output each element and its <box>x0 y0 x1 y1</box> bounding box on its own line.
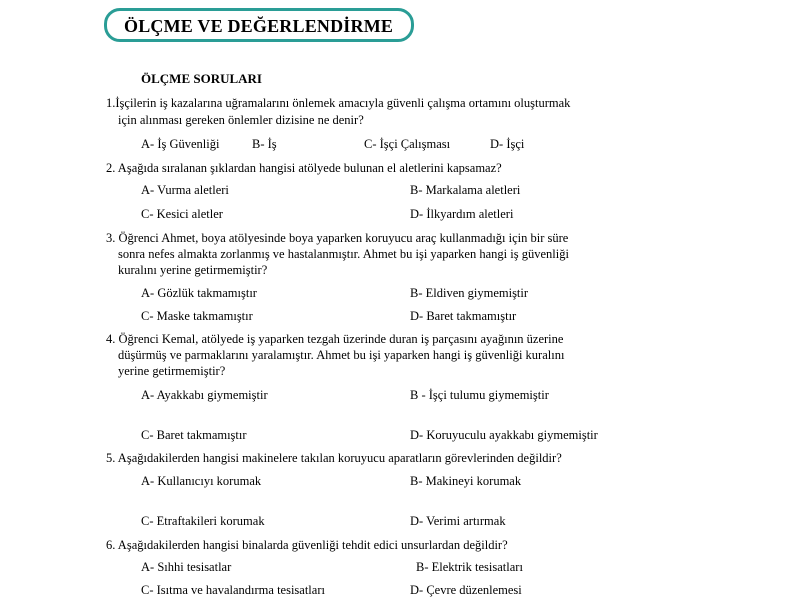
question-2-option-c[interactable]: C- Kesici aletler <box>141 207 223 221</box>
question-6-option-b[interactable]: B- Elektrik tesisatları <box>416 560 523 574</box>
question-3-option-d[interactable]: D- Baret takmamıştır <box>410 309 517 323</box>
question-5-option-d[interactable]: D- Verimi artırmak <box>410 514 506 528</box>
question-5-line-1: 5. Aşağıdakilerden hangisi makinelere takılan koruyucu aparatların görevlerinden değildir? <box>106 451 562 465</box>
question-1-option-c[interactable]: C- İşçi Çalışması <box>364 137 451 151</box>
question-5-option-a[interactable]: A- Kullanıcıyı korumak <box>141 474 262 488</box>
question-3-option-b[interactable]: B- Eldiven giymemiştir <box>410 286 529 300</box>
question-3-option-c[interactable]: C- Maske takmamıştır <box>141 309 253 323</box>
question-4-line-3: yerine getirmemiştir? <box>118 364 226 378</box>
question-1-option-b[interactable]: B- İş <box>252 137 277 151</box>
question-4-option-c[interactable]: C- Baret takmamıştır <box>141 428 247 442</box>
question-2-line-1: 2. Aşağıda sıralanan şıklardan hangisi atölyede bulunan el aletlerini kapsamaz? <box>106 161 502 175</box>
question-3-option-a[interactable]: A- Gözlük takmamıştır <box>141 286 257 300</box>
question-3-line-2: sonra nefes almakta zorlanmış ve hastalanmıştır. Ahmet bu işi yaparken hangi iş güvenliği <box>118 247 569 261</box>
question-6-option-d[interactable]: D- Çevre düzenlemesi <box>410 583 522 597</box>
question-3-line-1: 3. Öğrenci Ahmet, boya atölyesinde boya yaparken koruyucu araç kullanmadığı için bir süre <box>106 231 569 245</box>
question-4-option-d[interactable]: D- Koruyuculu ayakkabı giymemiştir <box>410 428 598 442</box>
question-1-line-1: 1.İşçilerin iş kazalarına uğramalarını önlemek amacıyla güvenli çalışma ortamını oluşturmak <box>106 96 571 110</box>
question-1-option-d[interactable]: D- İşçi <box>490 137 525 151</box>
question-5-option-c[interactable]: C- Etraftakileri korumak <box>141 514 265 528</box>
page-title: ÖLÇME VE DEĞERLENDİRME <box>124 16 394 36</box>
question-6-option-a[interactable]: A- Sıhhi tesisatlar <box>141 560 232 574</box>
section-title: ÖLÇME SORULARI <box>141 71 262 86</box>
question-3-line-3: kuralını yerine getirmemiştir? <box>118 263 268 277</box>
question-4-line-1: 4. Öğrenci Kemal, atölyede iş yaparken tezgah üzerinde duran iş parçasını ayağının üzerine <box>106 332 564 346</box>
question-4-option-b[interactable]: B - İşçi tulumu giymemiştir <box>410 388 549 402</box>
question-4-option-a[interactable]: A- Ayakkabı giymemiştir <box>141 388 268 402</box>
question-2-option-b[interactable]: B- Markalama aletleri <box>410 183 521 197</box>
question-2-option-d[interactable]: D- İlkyardım aletleri <box>410 207 514 221</box>
question-1-line-2: için alınması gereken önlemler dizisine ne denir? <box>118 113 364 127</box>
question-2-option-a[interactable]: A- Vurma aletleri <box>141 183 229 197</box>
question-5-option-b[interactable]: B- Makineyi korumak <box>410 474 522 488</box>
question-6-option-c[interactable]: C- Isıtma ve havalandırma tesisatları <box>141 583 325 597</box>
question-6-line-1: 6. Aşağıdakilerden hangisi binalarda güvenliği tehdit edici unsurlardan değildir? <box>106 538 508 552</box>
question-1-option-a[interactable]: A- İş Güvenliği <box>141 137 220 151</box>
question-4-line-2: düşürmüş ve parmaklarını yaralamıştır. Ahmet bu işi yaparken hangi iş güvenliği kuralını <box>118 348 565 362</box>
